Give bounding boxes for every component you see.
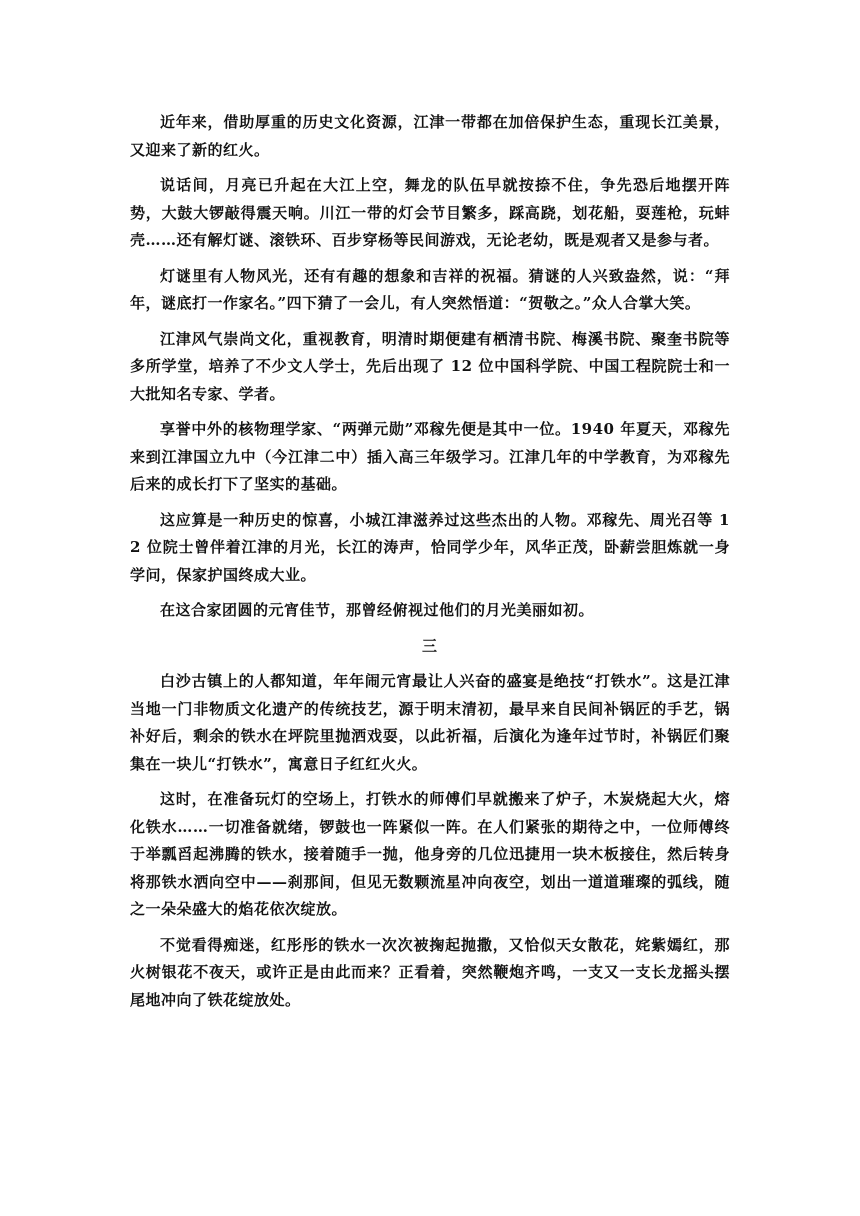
paragraph: 不觉看得痴迷，红彤彤的铁水一次次被掬起抛撒，又恰似天女散花，姹紫嫣红，那火树银花不夜天，或许正是由此而来？正看着，突然鞭炮齐鸣，一支又一支长龙摇头摆尾地冲向了铁花绽放处。 [130,935,730,1009]
section-heading: 三 [421,636,438,655]
paragraph: 江津风气崇尚文化，重视教育，明清时期便建有栖清书院、梅溪书院、聚奎书院等多所学堂，培养了不少文人学士，先后出现了 12 位中国科学院、中国工程院院士和一大批知名专家、学者。 [130,329,730,403]
paragraph: 灯谜里有人物风光，还有有趣的想象和吉祥的祝福。猜谜的人兴致盎然，说：“拜年，谜底打一作家名。”四下猜了一会儿，有人突然悟道：“贺敬之。”众人合掌大笑。 [130,266,730,312]
paragraph: 在这合家团圆的元宵佳节，那曾经俯视过他们的月光美丽如初。 [160,601,595,619]
paragraph: 这时，在准备玩灯的空场上，打铁水的师傅们早就搬来了炉子，木炭烧起大火，熔化铁水……一切准备就绪，锣鼓也一阵紧似一阵。在人们紧张的期待之中，一位师傅终于举瓢舀起沸腾的铁水，接着随手一抛，他身旁的几位迅捷用一块木板接住，然后转身将那铁水洒向空中——刹那间，但见无数颗流星冲向夜空，划出一道道璀璨的弧线，随之一朵朵盛大的焰花依次绽放。 [130,790,730,918]
paragraph: 白沙古镇上的人都知道，年年闹元宵最让人兴奋的盛宴是绝技“打铁水”。这是江津当地一门非物质文化遗产的传统技艺，源于明末清初，最早来自民间补锅匠的手艺，锅补好后，剩余的铁水在坪院里抛洒戏耍，以此祈福，后演化为逢年过节时，补锅匠们聚集在一块儿“打铁水”，寓意日子红红火火。 [130,672,730,773]
paragraph: 近年来，借助厚重的历史文化资源，江津一带都在加倍保护生态，重现长江美景，又迎来了新的红火。 [130,113,730,159]
paragraph: 这应算是一种历史的惊喜，小城江津滋养过这些杰出的人物。邓稼先、周光召等 12 位院士曾伴着江津的月光，长江的涛声，恰同学少年，风华正茂，卧薪尝胆炼就一身学问，保家护国终成大业。 [130,510,730,584]
document-page [130,109,730,1022]
paragraph: 享誉中外的核物理学家、“两弹元勋”邓稼先便是其中一位。1940 年夏天，邓稼先来到江津国立九中（今江津二中）插入高三年级学习。江津几年的中学教育，为邓稼先后来的成长打下了坚实的基础。 [130,420,730,493]
paragraph: 说话间，月亮已升起在大江上空，舞龙的队伍早就按捺不住，争先恐后地摆开阵势，大鼓大锣敲得震天响。川江一带的灯会节目繁多，踩高跷，划花船，耍莲枪，玩蚌壳……还有解灯谜、滚铁环、百步穿杨等民间游戏，无论老幼，既是观者又是参与者。 [130,176,730,249]
